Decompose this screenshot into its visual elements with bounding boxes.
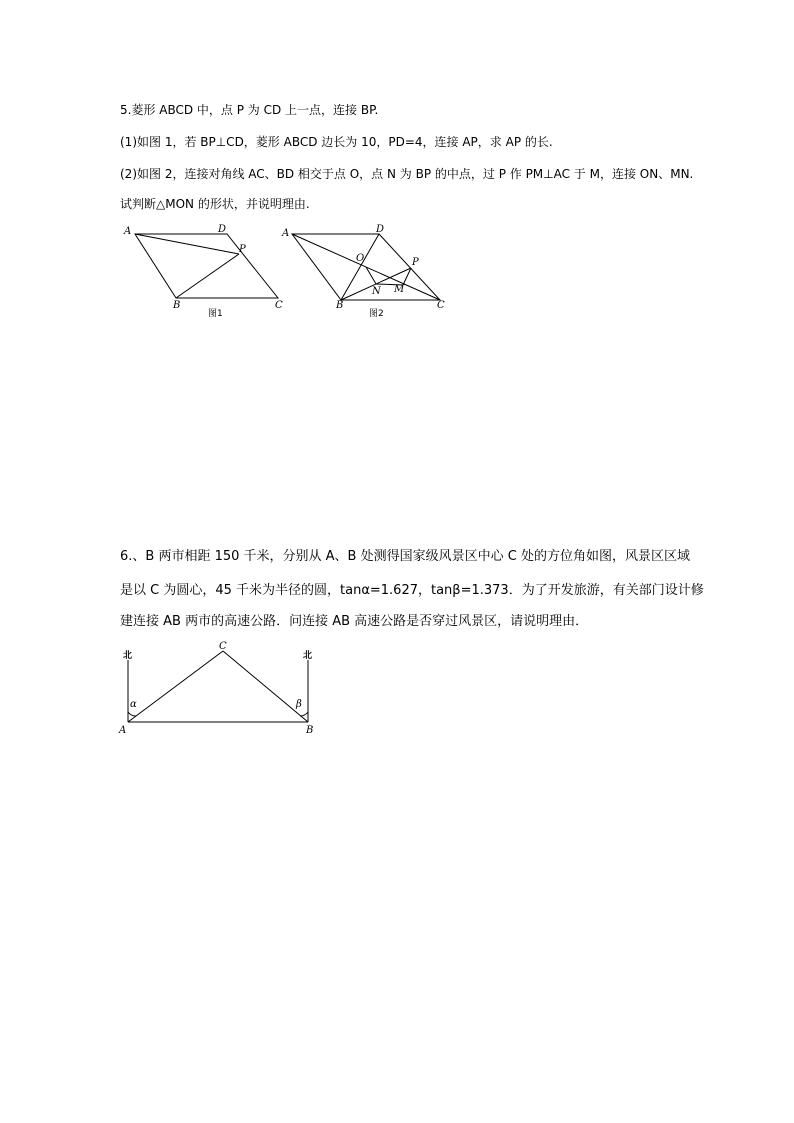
north-label-a: 北 [123, 651, 133, 661]
problem6-bearing-diagram [115, 640, 325, 740]
label-alpha: α [130, 699, 137, 710]
figure2-label-d: D [376, 224, 385, 235]
figure2-label-c: C [437, 300, 445, 311]
figure2-label-p: P [412, 257, 419, 268]
problem6-line2: 是以 C 为圆心，45 千米为半径的圆，tanα=1.627，tanβ=1.373．为了开发旅游，有关部门设计修 [120, 583, 704, 598]
figure1-segment-bp [176, 254, 239, 298]
figure1-label-p: P [239, 244, 246, 255]
figure2-label-n: N [372, 286, 381, 297]
north-label-b: 北 [303, 651, 313, 661]
figure2-label-m: M [394, 284, 405, 295]
segment-bc [223, 651, 308, 722]
figure1-label-c: C [275, 300, 283, 311]
figure2-label-a: A [282, 228, 290, 239]
figure1-label-a: A [124, 226, 132, 237]
segment-ac [128, 651, 223, 722]
figure1-label-b: B [173, 300, 181, 311]
figure1-segment-ap [135, 234, 239, 254]
problem5-part2-line1: (2)如图 2，连接对角线 AC、BD 相交于点 O，点 N 为 BP 的中点，过 P 作 PM⊥AC 于 M，连接 ON、MN. [120, 167, 694, 181]
figure2-label-b: B [336, 300, 344, 311]
angle-beta-arc [300, 712, 308, 716]
label-a: A [119, 725, 127, 736]
label-c: C [219, 641, 227, 652]
figure2-caption: 图2 [369, 309, 384, 319]
figure2-rhombus-diagram [280, 220, 455, 325]
label-b: B [306, 725, 314, 736]
label-beta: β [296, 699, 302, 710]
angle-alpha-arc [128, 712, 136, 716]
problem6-line1: 6.、B 两市相距 150 千米，分别从 A、B 处测得国家级风景区中心 C 处的方位角如图，风景区区域 [120, 549, 690, 564]
figure2-segment-pm [403, 268, 411, 285]
figure1-rhombus [135, 234, 278, 298]
problem5-part2-line2: 试判断△MON 的形状，并说明理由. [120, 197, 310, 211]
figure1-label-d: D [218, 224, 227, 235]
problem6-line3: 建连接 AB 两市的高速公路．问连接 AB 高速公路是否穿过风景区，请说明理由． [120, 614, 589, 629]
figure1-caption: 图1 [208, 309, 223, 319]
problem5-stem: 5.菱形 ABCD 中，点 P 为 CD 上一点，连接 BP. [120, 103, 379, 117]
problem5-part1: (1)如图 1，若 BP⊥CD，菱形 ABCD 边长为 10，PD=4，连接 AP，求 AP 的长. [120, 135, 553, 149]
figure1-rhombus-diagram [115, 220, 300, 325]
figure2-label-o: O [356, 253, 365, 264]
